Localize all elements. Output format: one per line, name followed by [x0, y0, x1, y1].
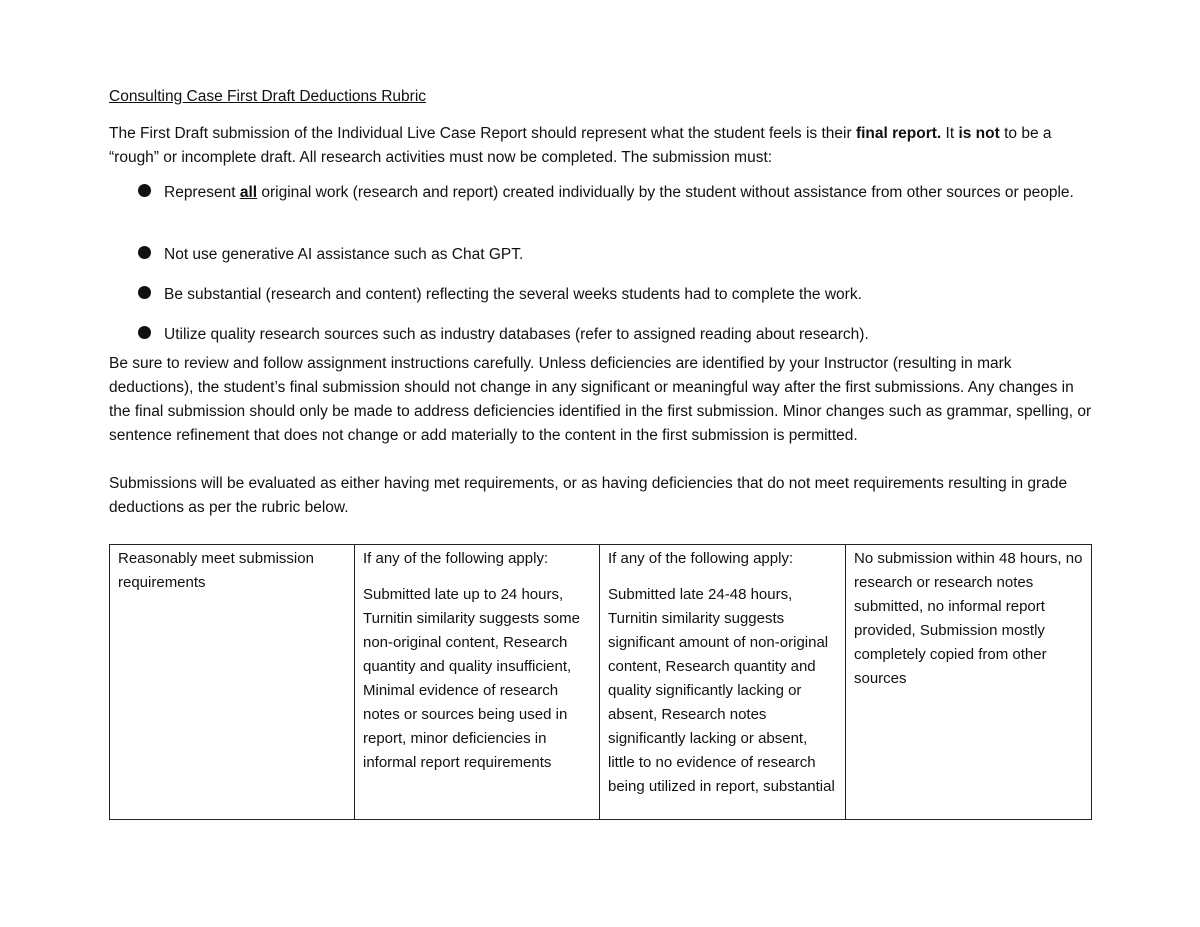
intro-text-1: The First Draft submission of the Individual Live Case Report should represent what the student feels is their [109, 125, 856, 142]
list-item-text: Utilize quality research sources such as industry databases (refer to assigned reading about research). [164, 326, 869, 343]
intro-text-3: to be a “rough” or incomplete draft. All research activities must now be completed. The submission must: [109, 125, 1052, 166]
bullet-dot-icon [138, 246, 151, 259]
rubric-cell-text: Submitted late up to 24 hours, Turnitin similarity suggests some non-original content, Research quantity and quality insufficient, Minimal evidence of research notes or sources being used in report, minor deficiencies in informal report requirements [363, 586, 581, 771]
list-item-text-part: Represent [164, 184, 240, 201]
rubric-cell-heading: If any of the following apply: [608, 550, 794, 567]
intro-text-2: It [941, 125, 959, 142]
intro-bold-is-not: is not [958, 125, 1000, 142]
list-item-text-part: original work (research and report) created individually by the student without assistance from other sources or people. [257, 184, 1074, 201]
table-row [110, 545, 1092, 820]
rubric-cell-heading: If any of the following apply: [363, 550, 549, 567]
bullet-dot-icon [138, 286, 151, 299]
rubric-cell-text: Reasonably meet submission requirements [118, 550, 314, 591]
rubric-cell-text: No submission within 48 hours, no research or research notes submitted, no informal report provided, Submission mostly completely copied from other sources [854, 550, 1083, 687]
document-title: Consulting Case First Draft Deductions Rubric [109, 88, 427, 105]
bullet-dot-icon [138, 326, 151, 339]
rubric-cell-minor-deductions [355, 545, 600, 820]
list-item-text [164, 178, 1084, 208]
list-item-emphasis: all [239, 184, 258, 201]
evaluation-paragraph: Submissions will be evaluated as either having met requirements, or as having deficiencies that do not meet requirements resulting in grade deductions as per the rubric below. [109, 475, 1068, 516]
rubric-cell-no-submission [846, 545, 1092, 820]
rubric-cell-major-deductions [600, 545, 846, 820]
rubric-table [109, 544, 1092, 820]
intro-paragraph [109, 122, 1099, 170]
list-item-text: Not use generative AI assistance such as Chat GPT. [164, 246, 524, 263]
rubric-cell-spacer [608, 571, 837, 583]
rubric-cell-spacer [363, 571, 591, 583]
rubric-cell-text: Submitted late 24-48 hours, Turnitin similarity suggests significant amount of non-original content, Research quantity and quality significantly lacking or absent, Research notes significantly lacking or absent, little to no evidence of research being utilized in report, substantial [608, 586, 835, 795]
rubric-cell-meets [110, 545, 355, 820]
instructions-paragraph: Be sure to review and follow assignment instructions carefully. Unless deficiencies are identified by your Instructor (resulting in mark deductions), the student’s final submission should not change in any significant or meaningful way after the first submissions. Any changes in the final submission should only be made to address deficiencies identified in the first submission. Minor changes such as grammar, spelling, or sentence refinement that does not change or add materially to the content in the first submission is permitted. [109, 355, 1092, 444]
list-item-text: Be substantial (research and content) reflecting the several weeks students had to complete the work. [164, 286, 862, 303]
intro-bold-final-report: final report. [855, 125, 942, 142]
bullet-dot-icon [138, 184, 151, 197]
